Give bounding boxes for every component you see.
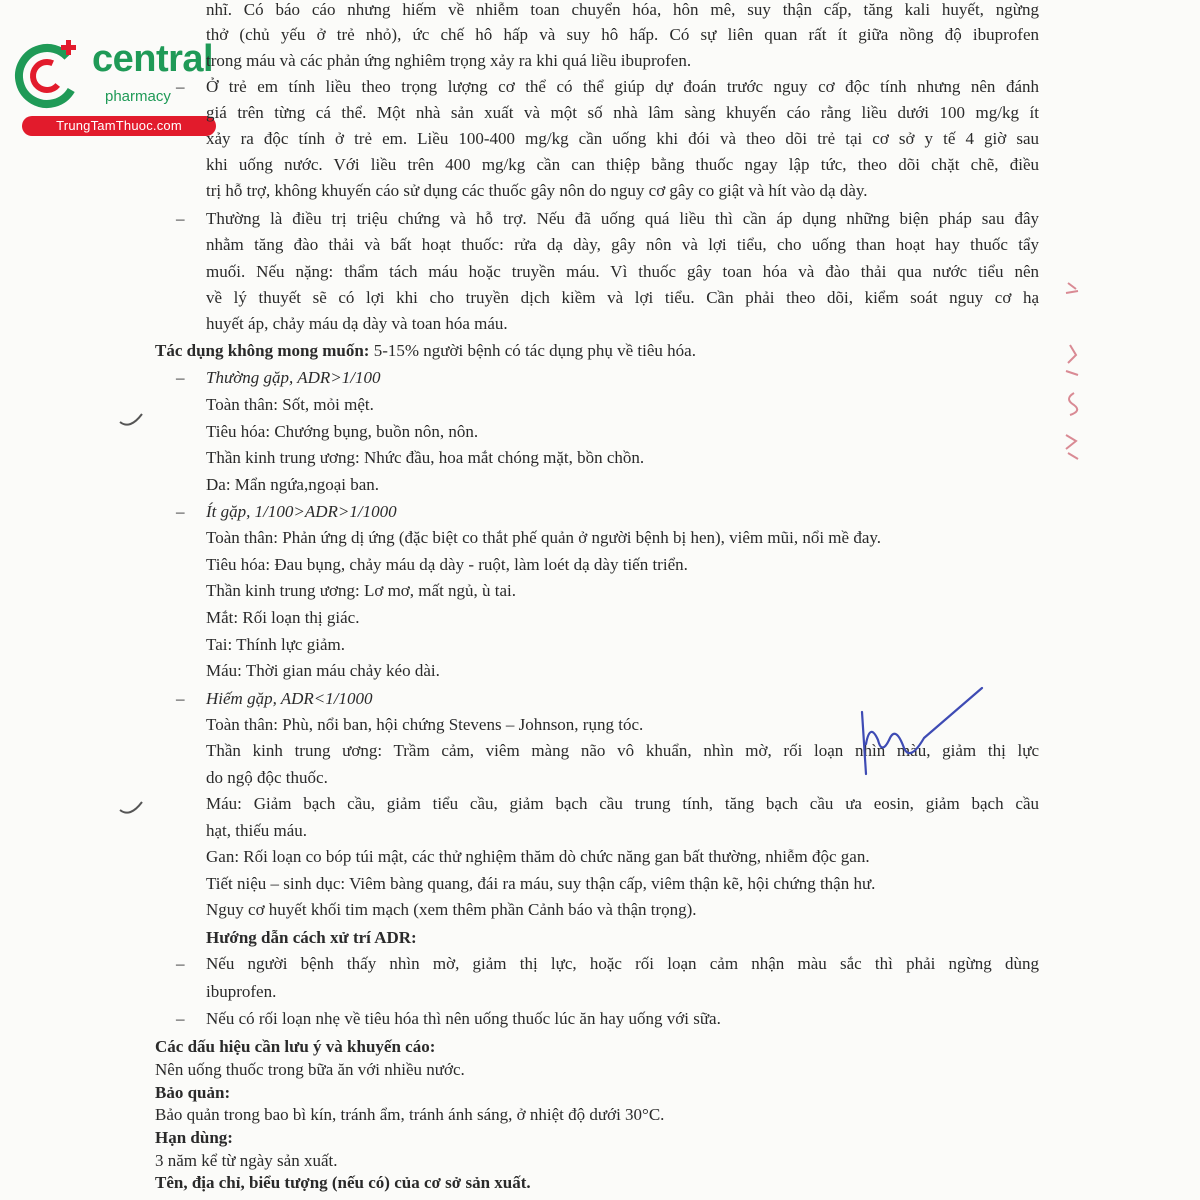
- rare-item: Gan: Rối loạn co bóp túi mật, các thử nghiệm thăm dò chức năng gan bất thường, nhiễm độc gan.: [206, 847, 870, 866]
- guide-item: ibuprofen.: [206, 982, 277, 1001]
- guide-item: Nếu người bệnh thấy nhìn mờ, giảm thị lực, hoặc rối loạn cảm nhận màu sắc thì phải ngừng dùng: [206, 954, 1039, 973]
- adr-heading-line: [155, 340, 696, 362]
- common-item: Tiêu hóa: Chướng bụng, buồn nôn, nôn.: [206, 422, 479, 441]
- rare-item: Toàn thân: Phù, nổi ban, hội chứng Stevens – Johnson, rụng tóc.: [206, 715, 644, 734]
- logo-subtitle: pharmacy: [105, 88, 171, 105]
- overdose-p3-line2: nhằm tăng đào thải và bất hoạt thuốc: rửa dạ dày, gây nôn và lợi tiểu, cho uống than hoạt hay thuốc tẩy: [206, 235, 1039, 254]
- uncommon-title: Ít gặp, 1/100>ADR>1/1000: [206, 502, 397, 521]
- overdose-p2-line4: khi uống nước. Với liều trên 400 mg/kg cần can thiệp bằng thuốc ngay lập tức, theo dõi chặt chẽ, điều: [206, 155, 1039, 174]
- bullet-dash: –: [176, 1009, 185, 1028]
- overdose-p2-line5: trị hỗ trợ, không khuyến cáo sử dụng các thuốc gây nôn do nguy cơ gây co giật và hít vào dạ dày.: [206, 181, 868, 200]
- uncommon-item: Thần kinh trung ương: Lơ mơ, mất ngủ, ù tai.: [206, 581, 517, 600]
- adr-heading: Tác dụng không mong muốn:: [155, 341, 370, 360]
- rare-title: Hiếm gặp, ADR<1/1000: [206, 689, 373, 708]
- uncommon-item: Toàn thân: Phản ứng dị ứng (đặc biệt co thắt phế quản ở người bệnh bị hen), viêm mũi, nổi mề đay.: [206, 528, 882, 547]
- bullet-dash: –: [176, 689, 185, 708]
- common-item: Toàn thân: Sốt, mỏi mệt.: [206, 395, 374, 414]
- punch-mark-icon: [116, 796, 146, 818]
- bullet-dash: –: [176, 77, 185, 96]
- bullet-dash: –: [176, 368, 185, 387]
- overdose-p2-line2: giá trên từng cá thể. Một nhà sản xuất và một số nhà lâm sàng khuyến cáo rằng liều dưới 100 mg/kg ít: [206, 103, 1039, 122]
- shelf-life-heading: Hạn dùng:: [155, 1128, 233, 1147]
- overdose-p3-line5: huyết áp, chảy máu dạ dày và toan hóa máu.: [206, 314, 508, 333]
- overdose-p3-line3: muối. Nếu nặng: thẩm tách máu hoặc truyền máu. Vì thuốc gây toan hóa và đào thải qua nước tiểu nên: [206, 262, 1039, 281]
- storage-heading: Bảo quản:: [155, 1083, 231, 1102]
- overdose-p1-line3: trong máu và các phản ứng nghiêm trọng xảy ra khi quá liều ibuprofen.: [206, 51, 692, 70]
- punch-mark-icon: [116, 408, 146, 430]
- storage-text: Bảo quản trong bao bì kín, tránh ẩm, tránh ánh sáng, ở nhiệt độ dưới 30°C.: [155, 1105, 665, 1124]
- logo-url: TrungTamThuoc.com: [22, 116, 216, 136]
- warnings-heading: Các dấu hiệu cần lưu ý và khuyến cáo:: [155, 1037, 436, 1056]
- overdose-p2-line1: Ở trẻ em tính liều theo trọng lượng cơ thể có thể giúp dự đoán trước nguy cơ độc tính nhưng nên đánh: [206, 77, 1039, 96]
- uncommon-item: Tiêu hóa: Đau bụng, chảy máu dạ dày - ruột, làm loét dạ dày tiến triển.: [206, 555, 688, 574]
- rare-item: Máu: Giảm bạch cầu, giảm tiểu cầu, giảm bạch cầu trung tính, tăng bạch cầu ưa eosin, giảm bạch cầu: [206, 794, 1039, 813]
- manufacturer-heading: Tên, địa chỉ, biểu tượng (nếu có) của cơ sở sản xuất.: [155, 1173, 531, 1192]
- overdose-p3-line1: Thường là điều trị triệu chứng và hỗ trợ. Nếu đã uống quá liều thì cần áp dụng những biện pháp sau đây: [206, 209, 1039, 228]
- red-stamp-icon: [1058, 275, 1086, 465]
- uncommon-item: Máu: Thời gian máu chảy kéo dài.: [206, 661, 440, 680]
- rare-item: do ngộ độc thuốc.: [206, 768, 328, 787]
- bullet-dash: –: [176, 209, 185, 228]
- overdose-p1-line2: thở (chủ yếu ở trẻ nhỏ), ức chế hô hấp và suy hô hấp. Có sự liên quan rất ít giữa nồng độ ibuprofen: [206, 25, 1039, 44]
- overdose-p1-line1: nhĩ. Có báo cáo nhưng hiếm về nhiễm toan chuyển hóa, hôn mê, suy thận cấp, tăng kali huyết, ngừng: [206, 0, 1039, 19]
- rare-item: Tiết niệu – sinh dục: Viêm bàng quang, đái ra máu, suy thận cấp, viêm thận kẽ, hội chứng thận hư.: [206, 874, 876, 893]
- rare-item: Nguy cơ huyết khối tim mạch (xem thêm phần Cảnh báo và thận trọng).: [206, 900, 697, 919]
- adr-intro: 5-15% người bệnh có tác dụng phụ về tiêu hóa.: [369, 341, 696, 360]
- bullet-dash: –: [176, 954, 185, 973]
- rare-item: Thần kinh trung ương: Trầm cảm, viêm màng não vô khuẩn, nhìn mờ, rối loạn nhìn màu, giảm thị lực: [206, 741, 1039, 760]
- logo-name: central: [92, 38, 214, 80]
- uncommon-item: Tai: Thính lực giảm.: [206, 635, 345, 654]
- shelf-life-text: 3 năm kể từ ngày sản xuất.: [155, 1151, 338, 1170]
- guide-item: Nếu có rối loạn nhẹ về tiêu hóa thì nên uống thuốc lúc ăn hay uống với sữa.: [206, 1009, 721, 1028]
- warnings-text: Nên uống thuốc trong bữa ăn với nhiều nước.: [155, 1060, 465, 1079]
- adr-guide-title: Hướng dẫn cách xử trí ADR:: [206, 928, 417, 947]
- bullet-dash: –: [176, 502, 185, 521]
- common-item: Thần kinh trung ương: Nhức đầu, hoa mắt chóng mặt, bồn chồn.: [206, 448, 645, 467]
- uncommon-item: Mắt: Rối loạn thị giác.: [206, 608, 360, 627]
- rare-item: hạt, thiếu máu.: [206, 821, 308, 840]
- overdose-p3-line4: về lý thuyết sẽ có lợi khi cho truyền dịch kiềm và lợi tiểu. Cần phải theo dõi, kiểm soát nguy cơ hạ: [206, 288, 1039, 307]
- common-title: Thường gặp, ADR>1/100: [206, 368, 381, 387]
- common-item: Da: Mẩn ngứa,ngoại ban.: [206, 475, 380, 494]
- signature-icon: [852, 682, 992, 782]
- overdose-p2-line3: xảy ra độc tính ở trẻ em. Liều 100-400 mg/kg cần uống khi đói và theo dõi trẻ tại cơ sở y tế 4 giờ sau: [206, 129, 1039, 148]
